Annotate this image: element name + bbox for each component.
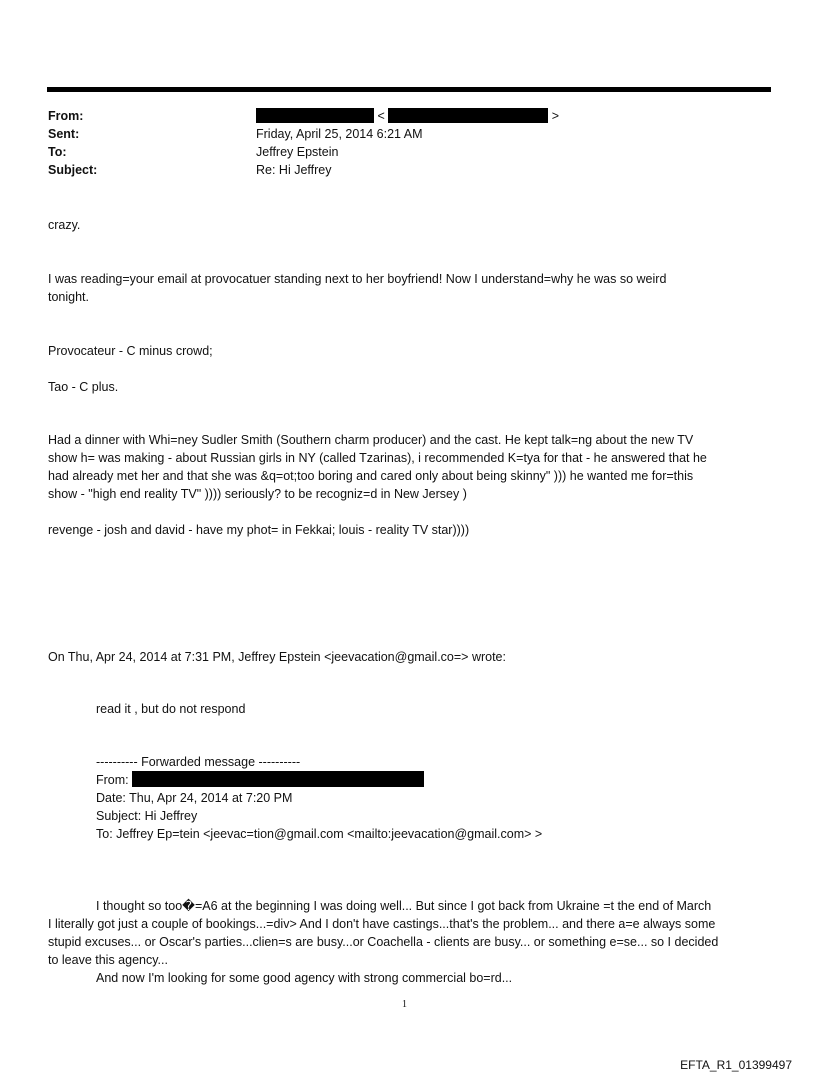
quote-intro: On Thu, Apr 24, 2014 at 7:31 PM, Jeffrey Epstein <jeevacation@gmail.co=> wrote: xyxy=(48,650,506,664)
sent-value: Friday, April 25, 2014 6:21 AM xyxy=(256,127,423,141)
subject-label: Subject: xyxy=(48,163,98,177)
header-rule xyxy=(47,87,771,92)
body-paragraph: crazy. xyxy=(48,218,81,232)
from-label: From: xyxy=(48,109,84,123)
to-label: To: xyxy=(48,145,67,159)
sent-label: Sent: xyxy=(48,127,80,141)
body-paragraph: Had a dinner with Whi=ney Sudler Smith (Southern charm producer) and the cast. He kept talk=ng about the new TV show h= was making - about Russian girls in NY (called Tzarinas), i recommended K=tya for that - he answered that he had already met her and that she was &q=ot;too boring and cared only about being skinny" ))) he wanted me for=this show - "high end reality TV" )))) seriously? to be recogniz=d in New Jersey ) xyxy=(48,433,707,501)
forwarded-title: ---------- Forwarded message ---------- xyxy=(96,755,301,769)
page-number: 1 xyxy=(402,999,407,1010)
forwarded-from: From: xyxy=(96,771,776,789)
body-paragraph: Provocateur - C minus crowd; xyxy=(48,344,213,358)
forwarded-subject: Subject: Hi Jeffrey xyxy=(96,809,198,823)
subject-value: Re: Hi Jeffrey xyxy=(256,163,332,177)
forwarded-date: Date: Thu, Apr 24, 2014 at 7:20 PM xyxy=(96,791,293,805)
quoted-line: read it , but do not respond xyxy=(96,702,246,716)
redaction-block xyxy=(132,771,424,787)
body-paragraph: revenge - josh and david - have my phot= in Fekkai; louis - reality TV star)))) xyxy=(48,523,470,537)
forwarded-to: To: Jeffrey Ep=tein <jeevac=tion@gmail.com <mailto:jeevacation@gmail.com> > xyxy=(96,827,543,841)
body-paragraph: Tao - C plus. xyxy=(48,380,119,394)
redaction-block xyxy=(256,108,374,123)
from-value: < > xyxy=(256,108,559,125)
document-id: EFTA_R1_01399497 xyxy=(680,1058,792,1072)
forwarded-header-block xyxy=(96,753,776,843)
forwarded-body: I thought so too�=A6 at the beginning I was doing well... But since I got back from Ukraine =t the end of March I literally got just a couple of bookings...=div> And I don't have castings...that's the problem... and there a=e always some stupid excuses... or Oscar's parties...clien=s are busy...or Coachella - clients are busy... or something e=se... so I decided to leave this agency... And now I'm looking for some good agency with strong commercial bo=rd... xyxy=(48,899,719,985)
to-value: Jeffrey Epstein xyxy=(256,145,339,159)
body-paragraph: I was reading=your email at provocatuer standing next to her boyfriend! Now I understand=why he was so weird tonight. xyxy=(48,272,667,304)
redaction-block xyxy=(388,108,548,123)
